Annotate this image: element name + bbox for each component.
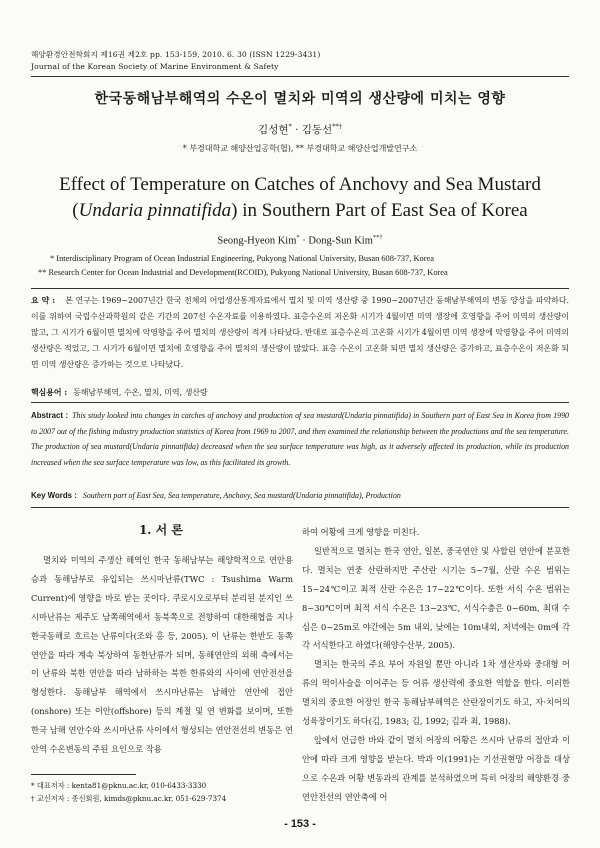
journal-header-kr: 해양환경안전학회지 제16권 제2호 pp. 153-159, 2010. 6. 30 (ISSN 1229-3431) (31, 50, 321, 59)
title-en (0, 172, 600, 224)
title-kr: 한국동해남부해역의 수온이 멸치와 미역의 생산량에 미치는 영향 (94, 91, 506, 107)
page-number: - 153 - (284, 818, 316, 830)
keywords-en-label: Key Words : (31, 491, 77, 500)
author-en-2-mark: **† (372, 234, 383, 241)
author-en-2: Dong-Sun Kim (308, 235, 373, 247)
affiliation-en-1: * Interdisciplinary Program of Ocean Industrial Engineering, Pukyong National University, Busan 608-737, Korea (50, 254, 434, 263)
footnote-1: * 대표저자 : kenta81@pknu.ac.kr, 010-6433-3330 (31, 781, 207, 790)
header-rule (31, 76, 569, 77)
abstract-en (31, 408, 569, 470)
title-en-line1: Effect of Temperature on Catches of Anchovy and Sea Mustard (59, 174, 541, 195)
body-column-left (31, 551, 293, 759)
affiliation-kr: * 부경대학교 해양산업공학(협), ** 부경대학교 해양산업개발연구소 (182, 144, 418, 153)
title-en-paren-open: ( (72, 200, 79, 221)
author-kr-separator: · (291, 124, 302, 136)
author-en-separator: · (299, 235, 309, 247)
keywords-en (31, 491, 569, 500)
author-kr-1: 김성현 (258, 124, 289, 136)
abstract-mid-rule (31, 402, 569, 403)
authors-en (0, 234, 600, 247)
abstract-top-rule (31, 288, 569, 289)
keywords-kr-label: 핵심용어 : (31, 388, 68, 397)
title-en-species: Undaria pinnatifida (78, 200, 232, 221)
body-column-right (302, 523, 570, 807)
author-en-1-mark: * (296, 234, 300, 241)
author-en-1: Seong-Hyeon Kim (217, 235, 297, 247)
author-kr-2: 김동선 (301, 124, 333, 136)
footnote-2: † 교신저자 : 종신회원, kimds@pknu.ac.kr, 051-629-7374 (31, 794, 227, 803)
abstract-en-body: This study looked into changes in catches of anchovy and production of sea mustard(Undaria pinnatifida) in Southern part of East Sea in Korea from 1990 to 2007 out of the fishing industry production statistics of Korea from 1969 to 2007, and then examined the relationship between the productions and the sea temperature. The production of sea mustard(Undaria pinnatifida) decreased when the sea surface temperature was high, as it adversely affected its production, while its production increased when the sea surface temperature was low, as this facilitated its growth. (31, 411, 569, 467)
author-kr-1-mark: * (288, 122, 292, 131)
abstract-kr-body: 본 연구는 1969~2007년간 한국 전체의 어업생산통계자료에서 멸치 및 미역 생산량 중 1990~2007년간 동해남부해역의 변동 양상을 파악하다. 이를 위하여 국립수산과학원의 같은 기간의 207선 수온자료를 이용하였다. 표층수온의 저온화 시기가 4월이면 미역 생장에 호영향을 주어 미역의 생산량이 많고, 그 시기가 6월이면 멸치에 악영향을 주어 멸치의 생산량이 적게 나타났다. 반대로 표층수온의 고온화 시기가 4월이면 미역 생장에 악영향을 주어 미역의 생산량은 적었고, 그 시기가 6월이면 멸치에 호영향을 주어 멸치의 생산량이 많았다. 표층 수온이 고온화 되면 멸치 생산량은 증가하고, 표층수온이 저온화 되면 미역 생산량은 증가하는 것으로 나타났다. (31, 296, 569, 369)
keywords-en-body: Southern part of East Sea, Sea temperature, Anchovy, Sea mustard(Undaria pinnatifida), Production (82, 491, 401, 500)
abstract-bottom-rule (31, 507, 569, 508)
keywords-kr (31, 387, 569, 398)
authors-kr (0, 122, 600, 137)
right-paragraph-3: 멸치는 한국의 주요 부어 자원일 뿐만 아니라 1차 생산자와 중대형 어류의 먹이사슬을 이어주는 등 어류 생산력에 중요한 역할을 한다. 이러한 멸치의 중요한 어장인 한국 동해남부해역은 산란장이기도 하고, 자·치어의 성육장이기도 하다(김, 1983; 김, 1992; 김과 최, 1988). (302, 659, 570, 727)
abstract-en-label: Abstract : (31, 411, 69, 420)
affiliation-en-2: ** Research Center for Ocean Industrial and Development(RCOID), Pukyong National University, Busan 608-737, Korea (38, 268, 448, 277)
keywords-kr-body: 동해남부해역, 수온, 멸치, 미역, 생산량 (73, 388, 208, 397)
author-kr-2-mark: **† (332, 122, 342, 131)
title-en-line2-rest: ) in Southern Part of East Sea of Korea (231, 200, 528, 221)
left-paragraph: 멸치와 미역의 주생산 해역인 한국 동해남부는 해양학적으로 연안용승과 동해남부로 유입되는 쓰시마난류(TWC : Tsushima Warm Current)에 영향을 바로 받는 곳이다. 쿠로시오로부터 분리된 분지인 쓰시마난류는 제주도 남쪽해역에서 동북쪽으로 전향하여 대한해협을 지나 한국동해로 흐르는 난류이다(조와 홍 등, 2005). 이 난류는 한반도 동쪽연안을 따라 계속 북상하여 동한난류가 되며, 동해연안의 외해 측에서는 이 난류와 북한 연안을 따라 남하하는 북한 한류와의 사이에 연안전선을 형성한다. 동해남부 해역에서 쓰시마난류는 남해안 연안에 접안(onshore) 또는 이안(offshore) 등의 계절 및 연 변화를 보이며, 또한 한국 남해 연안수와 쓰시마난류 사이에서 형성되는 연안전선의 변동은 연안역 수온변동의 주된 요인으로 작용 (31, 555, 293, 755)
footnote-rule (31, 774, 136, 775)
right-paragraph-2: 일반적으로 멸치는 한국 연안, 일본, 중국연안 및 사할린 연안에 분포한다. 멸치는 연중 산란하지만 주산란 시기는 5~7월, 산란 수온 범위는 15~24℃이고 최적 산란 수온은 17~22℃이다. 또한 서식 수온 범위는 8~30℃이며 최적 서식 수온은 13~23℃, 서식수층은 0~60m, 최대 수심은 0~25m로 야간에는 5m 내외, 낮에는 10m내외, 저녁에는 0m에 각각 서식한다고 하였다(해양수산부, 2005). (302, 545, 570, 651)
abstract-kr-label: 요 약 : (31, 296, 56, 305)
right-paragraph-4: 앞에서 언급한 바와 같이 멸치 어장의 어황은 쓰시마 난류의 접안과 이안에 따라 크게 영향을 받는다. 박과 이(1991)는 기선권현망 어장을 대상으로 수온과 어황 변동과의 관계를 분석하였으며 특히 어장의 해양환경 중 연안전선의 연안축에 어 (302, 734, 570, 802)
right-paragraph-1: 하여 어황에 크게 영향을 미친다. (302, 527, 420, 537)
journal-header-en: Journal of the Korean Society of Marine Environment & Safety (31, 62, 279, 71)
abstract-kr (31, 293, 569, 373)
section-1-heading: 1. 서 론 (138, 523, 184, 537)
title-en-line2 (0, 198, 600, 224)
